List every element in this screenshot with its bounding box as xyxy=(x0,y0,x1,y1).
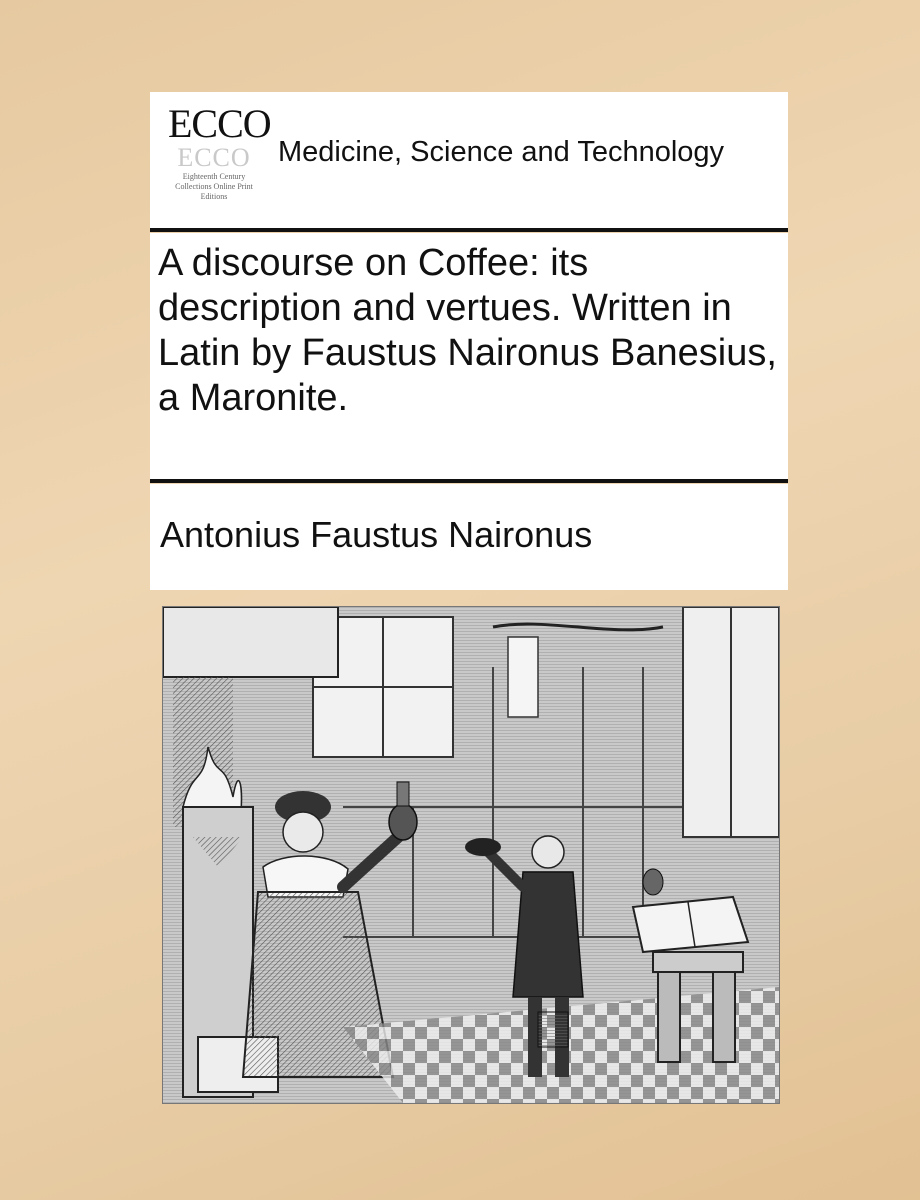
logo-tagline: Eighteenth Century Collections Online Print Editions xyxy=(175,172,253,201)
ecco-logo xyxy=(168,101,271,216)
series-name: Medicine, Science and Technology xyxy=(278,136,725,168)
book-title: A discourse on Coffee: its description and vertues. Written in Latin by Faustus Naironus Banesius, a Maronite. xyxy=(158,242,777,419)
author-panel xyxy=(150,484,788,590)
divider xyxy=(150,479,788,483)
series-header xyxy=(150,92,788,228)
logo-wordmark: ECCO xyxy=(168,101,271,146)
divider xyxy=(150,228,788,232)
book-author: Antonius Faustus Naironus xyxy=(160,514,593,555)
logo-wordmark-shadow: ECCO xyxy=(177,143,251,172)
title-panel xyxy=(150,233,788,479)
woodcut-engraving-icon xyxy=(162,606,780,1104)
